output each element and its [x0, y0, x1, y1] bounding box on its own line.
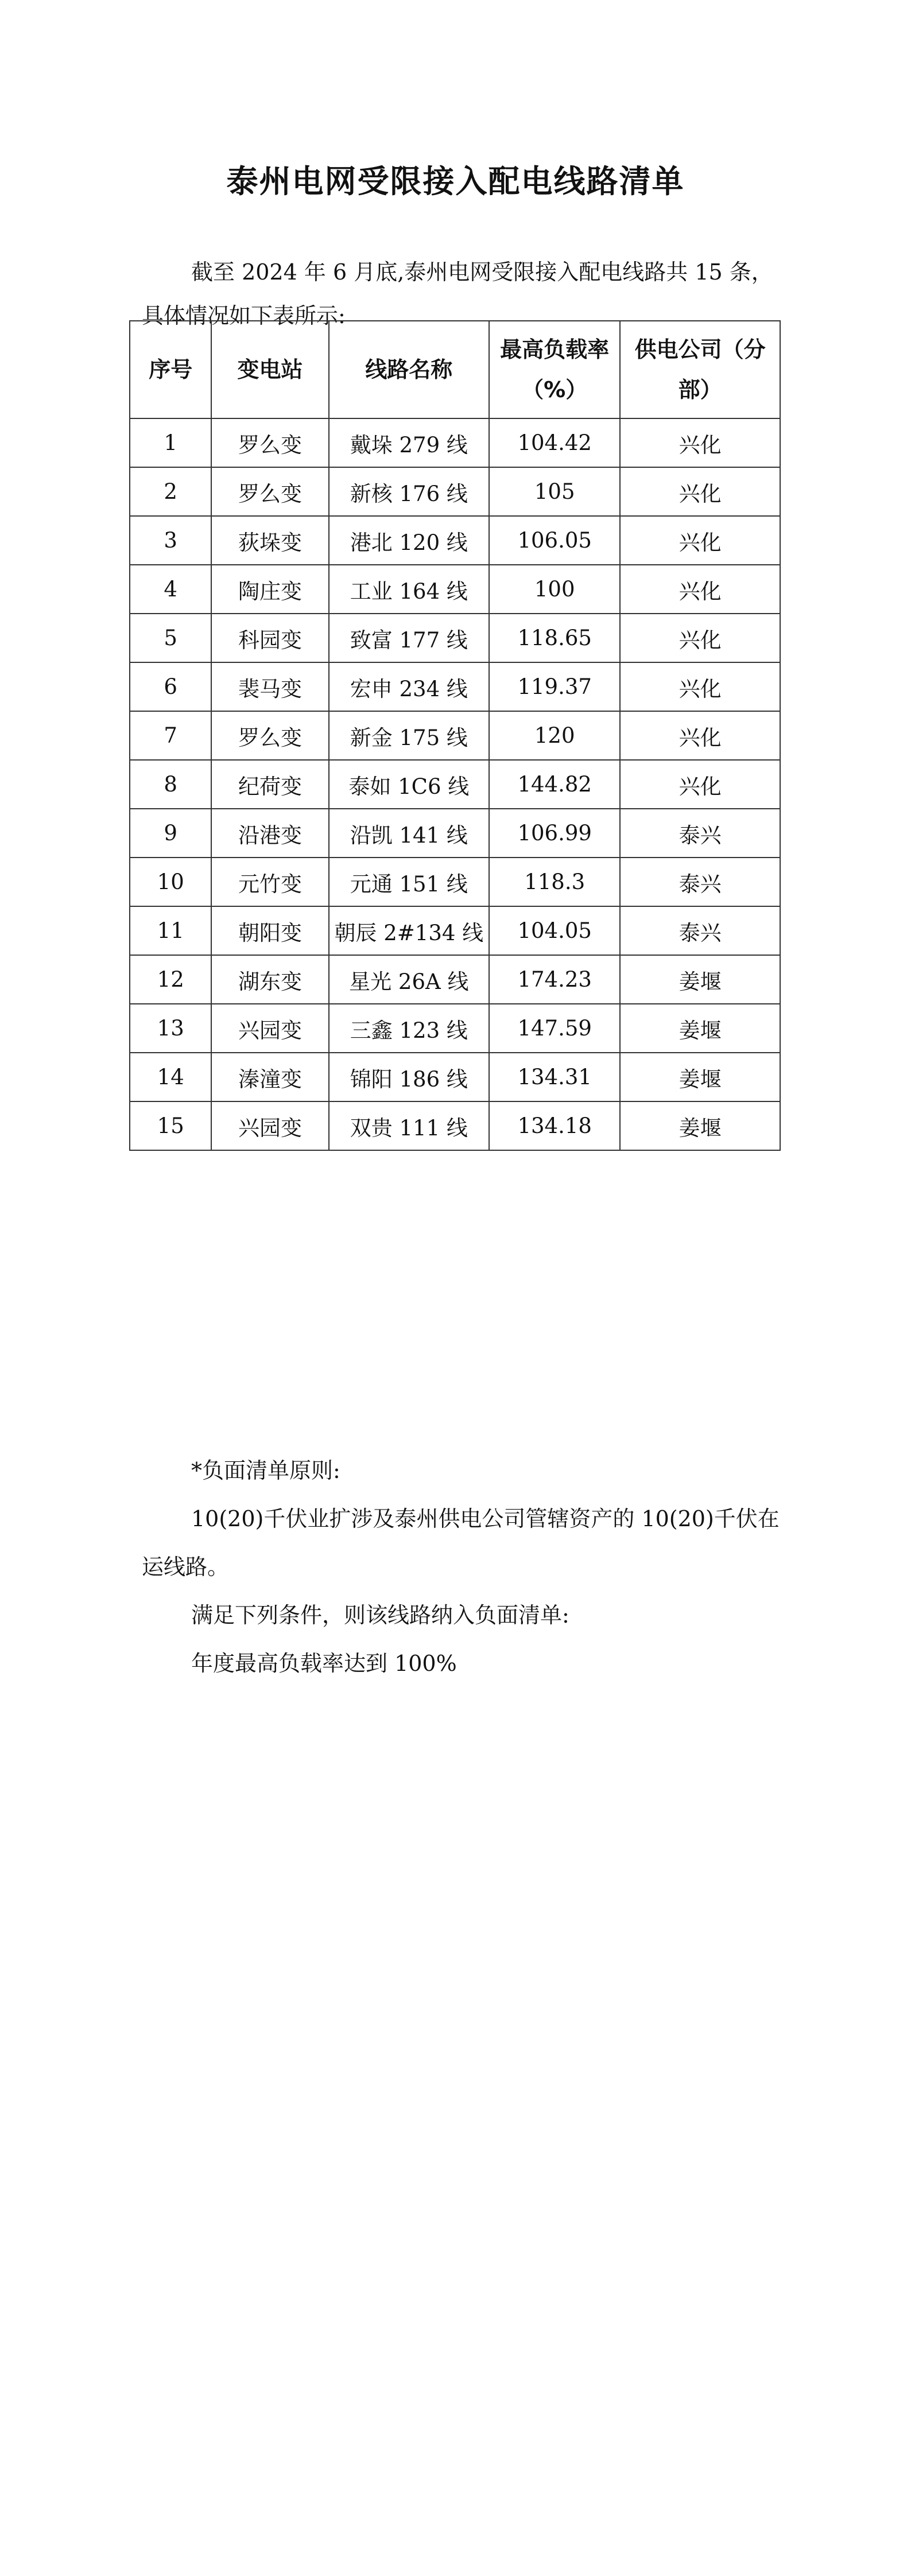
cell-line-name: 致富 177 线 — [329, 614, 489, 662]
table-row — [130, 614, 780, 662]
cell-max-load: 134.31 — [489, 1053, 620, 1101]
cell-no: 5 — [130, 614, 211, 662]
cell-company: 姜堰 — [620, 1101, 780, 1150]
cell-company: 泰兴 — [620, 906, 780, 955]
cell-max-load: 119.37 — [489, 662, 620, 711]
cell-no: 3 — [130, 516, 211, 565]
intro-paragraph: 截至 2024 年 6 月底,泰州电网受限接入配电线路共 15 条，具体情况如下表所示: — [142, 259, 773, 328]
table-row — [130, 955, 780, 1004]
cell-substation: 罗么变 — [211, 467, 328, 516]
table-row — [130, 662, 780, 711]
cell-no: 6 — [130, 662, 211, 711]
cell-substation: 荻垛变 — [211, 516, 328, 565]
cell-line-name: 宏申 234 线 — [329, 662, 489, 711]
cell-line-name: 元通 151 线 — [329, 858, 489, 906]
condition-text: 年度最高负载率达到 100% — [191, 1651, 457, 1676]
cell-company: 兴化 — [620, 662, 780, 711]
cell-company: 姜堰 — [620, 955, 780, 1004]
cell-company: 兴化 — [620, 760, 780, 809]
cell-max-load: 105 — [489, 467, 620, 516]
cell-line-name: 新核 176 线 — [329, 467, 489, 516]
cell-substation: 罗么变 — [211, 711, 328, 760]
cell-company: 兴化 — [620, 614, 780, 662]
cell-line-name: 三鑫 123 线 — [329, 1004, 489, 1053]
cell-company: 泰兴 — [620, 809, 780, 858]
page-title: 泰州电网受限接入配电线路清单 — [226, 163, 685, 200]
cell-max-load: 174.23 — [489, 955, 620, 1004]
table-row — [130, 565, 780, 614]
cell-company: 兴化 — [620, 516, 780, 565]
condition-intro: 满足下列条件，则该线路纳入负面清单: — [191, 1603, 569, 1628]
cell-max-load: 104.42 — [489, 418, 620, 467]
table-row — [130, 1053, 780, 1101]
cell-max-load: 104.05 — [489, 906, 620, 955]
cell-no: 14 — [130, 1053, 211, 1101]
cell-substation: 元竹变 — [211, 858, 328, 906]
cell-no: 7 — [130, 711, 211, 760]
header-line-name: 线路名称 — [329, 321, 489, 418]
table-row — [130, 467, 780, 516]
cell-substation: 罗么变 — [211, 418, 328, 467]
cell-company: 兴化 — [620, 711, 780, 760]
cell-no: 12 — [130, 955, 211, 1004]
header-substation: 变电站 — [211, 321, 328, 418]
table-row — [130, 711, 780, 760]
table-row — [130, 858, 780, 906]
table-row — [130, 1004, 780, 1053]
cell-no: 9 — [130, 809, 211, 858]
cell-no: 4 — [130, 565, 211, 614]
cell-substation: 湖东变 — [211, 955, 328, 1004]
principle-heading: *负面清单原则: — [191, 1458, 340, 1483]
scope-text: 10(20)千伏业扩涉及泰州供电公司管辖资产的 10(20)千伏在运线路。 — [142, 1506, 780, 1580]
cell-substation: 科园变 — [211, 614, 328, 662]
cell-line-name: 泰如 1C6 线 — [329, 760, 489, 809]
cell-substation: 兴园变 — [211, 1101, 328, 1150]
header-max-load: 最高负载率（%） — [489, 321, 620, 418]
notes-section — [142, 1446, 785, 1687]
cell-max-load: 134.18 — [489, 1101, 620, 1150]
cell-substation: 陶庄变 — [211, 565, 328, 614]
table-row — [130, 516, 780, 565]
cell-line-name: 新金 175 线 — [329, 711, 489, 760]
cell-company: 姜堰 — [620, 1053, 780, 1101]
cell-no: 1 — [130, 418, 211, 467]
cell-max-load: 106.99 — [489, 809, 620, 858]
cell-no: 10 — [130, 858, 211, 906]
cell-company: 兴化 — [620, 467, 780, 516]
cell-substation: 溱潼变 — [211, 1053, 328, 1101]
cell-no: 2 — [130, 467, 211, 516]
table-row — [130, 418, 780, 467]
cell-no: 11 — [130, 906, 211, 955]
table-row — [130, 760, 780, 809]
cell-line-name: 星光 26A 线 — [329, 955, 489, 1004]
cell-max-load: 100 — [489, 565, 620, 614]
cell-company: 兴化 — [620, 565, 780, 614]
cell-max-load: 118.3 — [489, 858, 620, 906]
cell-substation: 兴园变 — [211, 1004, 328, 1053]
cell-no: 8 — [130, 760, 211, 809]
cell-max-load: 144.82 — [489, 760, 620, 809]
cell-line-name: 港北 120 线 — [329, 516, 489, 565]
cell-no: 13 — [130, 1004, 211, 1053]
cell-company: 姜堰 — [620, 1004, 780, 1053]
cell-no: 15 — [130, 1101, 211, 1150]
cell-line-name: 朝辰 2#134 线 — [329, 906, 489, 955]
cell-line-name: 工业 164 线 — [329, 565, 489, 614]
cell-company: 兴化 — [620, 418, 780, 467]
cell-substation: 沿港变 — [211, 809, 328, 858]
table-row — [130, 906, 780, 955]
cell-max-load: 147.59 — [489, 1004, 620, 1053]
cell-line-name: 沿凯 141 线 — [329, 809, 489, 858]
restricted-lines-table — [129, 320, 781, 1151]
cell-max-load: 120 — [489, 711, 620, 760]
header-company: 供电公司（分部） — [620, 321, 780, 418]
cell-max-load: 106.05 — [489, 516, 620, 565]
table-row — [130, 809, 780, 858]
cell-line-name: 戴垛 279 线 — [329, 418, 489, 467]
cell-max-load: 118.65 — [489, 614, 620, 662]
table-body — [130, 418, 780, 1150]
cell-substation: 纪荷变 — [211, 760, 328, 809]
table-header-row — [130, 321, 780, 418]
cell-substation: 朝阳变 — [211, 906, 328, 955]
header-no: 序号 — [130, 321, 211, 418]
table-row — [130, 1101, 780, 1150]
cell-substation: 裴马变 — [211, 662, 328, 711]
cell-line-name: 双贵 111 线 — [329, 1101, 489, 1150]
cell-line-name: 锦阳 186 线 — [329, 1053, 489, 1101]
cell-company: 泰兴 — [620, 858, 780, 906]
